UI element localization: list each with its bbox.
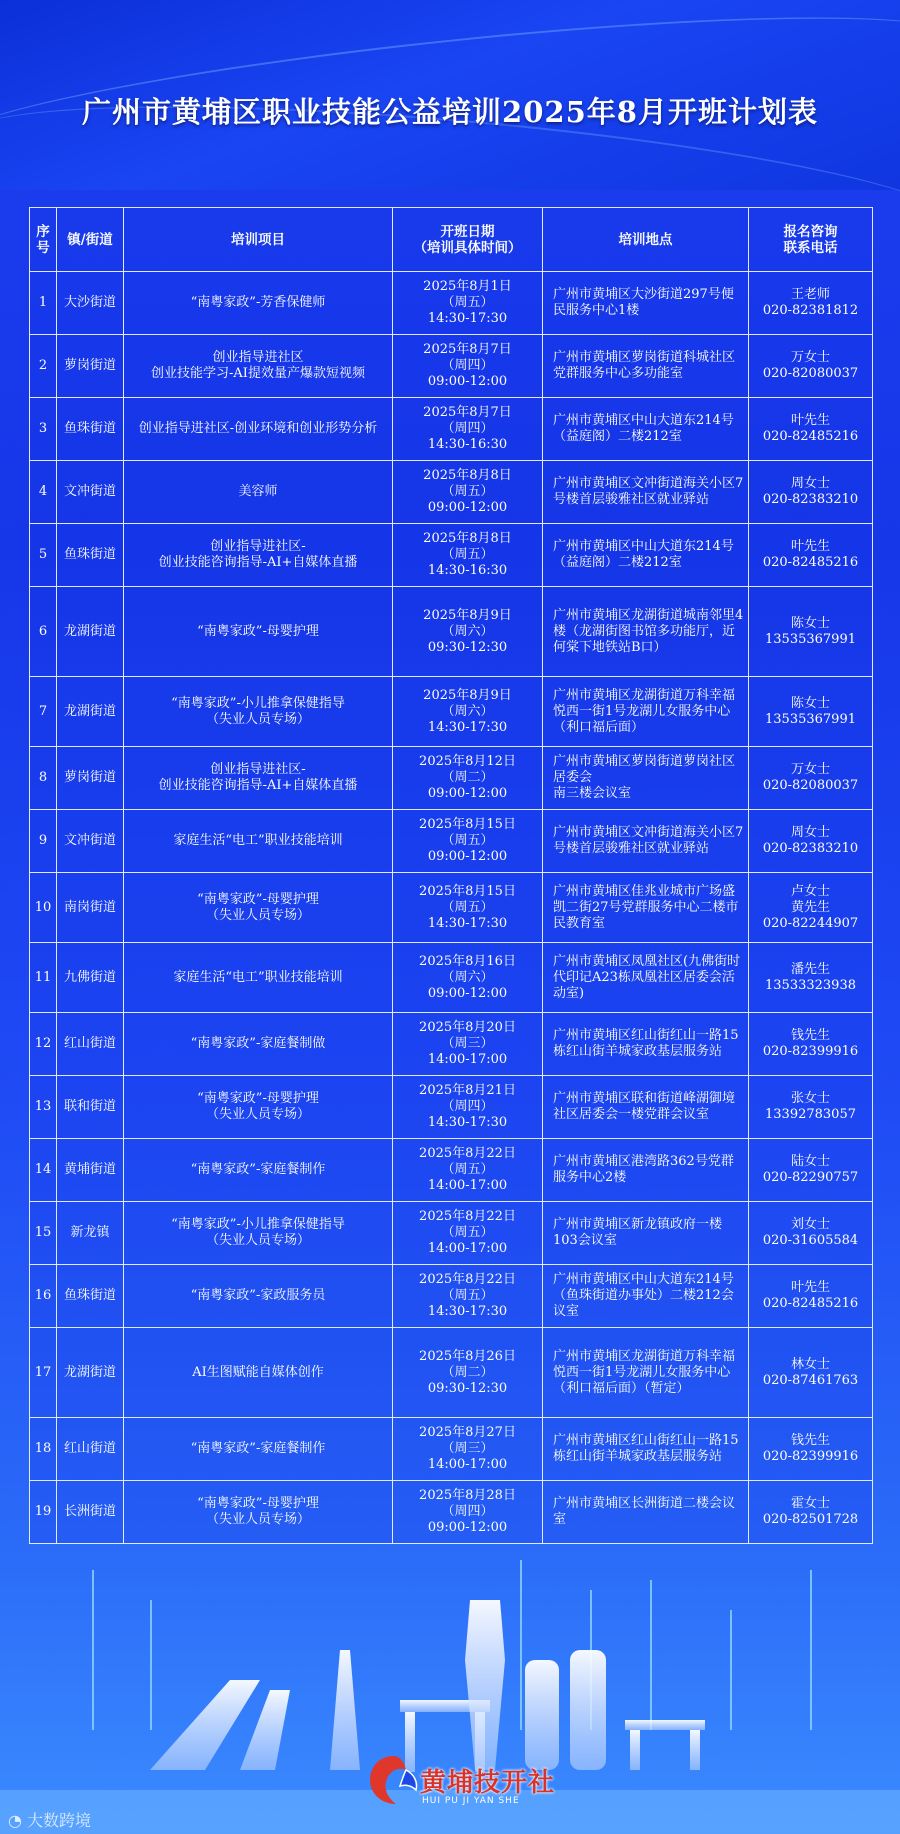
row-location: 广州市黄埔区新龙镇政府一楼103会议室	[543, 1202, 749, 1265]
row-contact: 刘女士 020-31605584	[749, 1202, 873, 1265]
row-location: 广州市黄埔区联和街道峰湖御境社区居委会一楼党群会议室	[543, 1076, 749, 1139]
row-project: “南粤家政”-母婴护理	[124, 587, 393, 677]
logo-text: 黄埔技开社	[420, 1768, 556, 1798]
watermark	[8, 1808, 91, 1831]
row-street: 龙湖街道	[57, 1328, 124, 1418]
table-row	[30, 524, 873, 587]
row-number: 14	[30, 1139, 57, 1202]
row-project: 创业指导进社区 创业技能学习-AI提效量产爆款短视频	[124, 335, 393, 398]
table-row	[30, 272, 873, 335]
row-street: 新龙镇	[57, 1202, 124, 1265]
row-location: 广州市黄埔区凤凰社区(九佛街时代印记A23栋凤凰社区居委会活动室)	[543, 943, 749, 1013]
row-contact: 叶先生 020-82485216	[749, 524, 873, 587]
table-row	[30, 747, 873, 810]
row-contact: 万女士 020-82080037	[749, 335, 873, 398]
row-street: 长洲街道	[57, 1481, 124, 1544]
row-project: AI生图赋能自媒体创作	[124, 1328, 393, 1418]
row-location: 广州市黄埔区大沙街道297号便民服务中心1楼	[543, 272, 749, 335]
row-location: 广州市黄埔区文冲街道海关小区7号楼首层骏雅社区就业驿站	[543, 810, 749, 873]
row-contact: 叶先生 020-82485216	[749, 1265, 873, 1328]
row-street: 联和街道	[57, 1076, 124, 1139]
row-number: 5	[30, 524, 57, 587]
monument-icon	[150, 1600, 705, 1772]
table-row	[30, 587, 873, 677]
row-date: 2025年8月8日 （周五） 09:00-12:00	[393, 461, 543, 524]
row-contact: 霍女士 020-82501728	[749, 1481, 873, 1544]
row-number: 9	[30, 810, 57, 873]
row-street: 龙湖街道	[57, 677, 124, 747]
logo-subtitle: HUI PU JI YAN SHE	[422, 1796, 520, 1806]
page-title: 广州市黄埔区职业技能公益培训2025年8月开班计划表	[82, 95, 818, 129]
watermark-icon: ◔	[8, 1811, 28, 1830]
row-street: 九佛街道	[57, 943, 124, 1013]
row-date: 2025年8月7日 （周四） 09:00-12:00	[393, 335, 543, 398]
row-project: 美容师	[124, 461, 393, 524]
row-contact: 周女士 020-82383210	[749, 810, 873, 873]
row-location: 广州市黄埔区萝岗街道萝岗社区居委会 南三楼会议室	[543, 747, 749, 810]
table-row	[30, 1418, 873, 1481]
row-street: 红山街道	[57, 1418, 124, 1481]
row-street: 红山街道	[57, 1013, 124, 1076]
row-project: “南粤家政”-小儿推拿保健指导 （失业人员专场）	[124, 677, 393, 747]
row-project: 创业指导进社区-创业环境和创业形势分析	[124, 398, 393, 461]
row-date: 2025年8月22日 （周五） 14:00-17:00	[393, 1202, 543, 1265]
table-row	[30, 461, 873, 524]
table-row	[30, 335, 873, 398]
row-contact: 陈女士 13535367991	[749, 677, 873, 747]
training-schedule-table	[29, 207, 873, 1544]
row-location: 广州市黄埔区长洲街道二楼会议室	[543, 1481, 749, 1544]
row-street: 南岗街道	[57, 873, 124, 943]
row-number: 18	[30, 1418, 57, 1481]
table-row	[30, 810, 873, 873]
table-row	[30, 1013, 873, 1076]
row-project: “南粤家政”-家庭餐制做	[124, 1013, 393, 1076]
row-date: 2025年8月22日 （周五） 14:30-17:30	[393, 1265, 543, 1328]
row-location: 广州市黄埔区中山大道东214号（鱼珠街道办事处）二楼212会议室	[543, 1265, 749, 1328]
row-contact: 周女士 020-82383210	[749, 461, 873, 524]
row-contact: 陈女士 13535367991	[749, 587, 873, 677]
table-body	[30, 272, 873, 1544]
row-date: 2025年8月26日 （周二） 09:30-12:30	[393, 1328, 543, 1418]
row-contact: 钱先生 020-82399916	[749, 1418, 873, 1481]
row-street: 萝岗街道	[57, 747, 124, 810]
header-no: 序 号	[30, 208, 57, 272]
row-contact: 潘先生 13533323938	[749, 943, 873, 1013]
row-date: 2025年8月15日 （周五） 09:00-12:00	[393, 810, 543, 873]
row-date: 2025年8月27日 （周三） 14:00-17:00	[393, 1418, 543, 1481]
row-street: 鱼珠街道	[57, 398, 124, 461]
row-date: 2025年8月20日 （周三） 14:00-17:00	[393, 1013, 543, 1076]
watermark-text: 大数跨境	[27, 1811, 92, 1830]
table-row	[30, 1202, 873, 1265]
row-project: 创业指导进社区- 创业技能咨询指导-AI+自媒体直播	[124, 524, 393, 587]
table-row	[30, 677, 873, 747]
row-number: 10	[30, 873, 57, 943]
row-date: 2025年8月16日 （周六） 09:00-12:00	[393, 943, 543, 1013]
row-project: “南粤家政”-母婴护理 （失业人员专场）	[124, 1076, 393, 1139]
row-project: “南粤家政”-芳香保健师	[124, 272, 393, 335]
table-row	[30, 1265, 873, 1328]
row-number: 4	[30, 461, 57, 524]
table-row	[30, 873, 873, 943]
row-date: 2025年8月9日 （周六） 09:30-12:30	[393, 587, 543, 677]
row-street: 文冲街道	[57, 461, 124, 524]
row-contact: 叶先生 020-82485216	[749, 398, 873, 461]
row-project: 创业指导进社区- 创业技能咨询指导-AI+自媒体直播	[124, 747, 393, 810]
row-project: 家庭生活“电工”职业技能培训	[124, 943, 393, 1013]
row-project: “南粤家政”-家庭餐制作	[124, 1139, 393, 1202]
row-contact: 万女士 020-82080037	[749, 747, 873, 810]
header-project: 培训项目	[124, 208, 393, 272]
table-row	[30, 1481, 873, 1544]
row-number: 16	[30, 1265, 57, 1328]
row-street: 萝岗街道	[57, 335, 124, 398]
header-location: 培训地点	[543, 208, 749, 272]
row-location: 广州市黄埔区龙湖街道万科幸福悦西一街1号龙湖儿女服务中心（利口福后面）（暂定）	[543, 1328, 749, 1418]
row-date: 2025年8月15日 （周五） 14:30-17:30	[393, 873, 543, 943]
row-number: 1	[30, 272, 57, 335]
row-location: 广州市黄埔区红山街红山一路15栋红山街羊城家政基层服务站	[543, 1013, 749, 1076]
row-number: 8	[30, 747, 57, 810]
header-contact: 报名咨询 联系电话	[749, 208, 873, 272]
row-date: 2025年8月9日 （周六） 14:30-17:30	[393, 677, 543, 747]
table-row	[30, 1076, 873, 1139]
row-street: 鱼珠街道	[57, 1265, 124, 1328]
row-project: “南粤家政”-家庭餐制作	[124, 1418, 393, 1481]
table-row	[30, 943, 873, 1013]
table-header-row	[30, 208, 873, 272]
row-contact: 王老师 020-82381812	[749, 272, 873, 335]
row-contact: 钱先生 020-82399916	[749, 1013, 873, 1076]
row-location: 广州市黄埔区文冲街道海关小区7号楼首层骏雅社区就业驿站	[543, 461, 749, 524]
row-location: 广州市黄埔区萝岗街道科城社区党群服务中心多功能室	[543, 335, 749, 398]
header-street: 镇/街道	[57, 208, 124, 272]
row-project: “南粤家政”-小儿推拿保健指导 （失业人员专场）	[124, 1202, 393, 1265]
row-location: 广州市黄埔区港湾路362号党群服务中心2楼	[543, 1139, 749, 1202]
logo-mark-icon	[366, 1752, 422, 1808]
row-number: 12	[30, 1013, 57, 1076]
row-number: 13	[30, 1076, 57, 1139]
row-contact: 陆女士 020-82290757	[749, 1139, 873, 1202]
row-project: “南粤家政”-家政服务员	[124, 1265, 393, 1328]
row-number: 11	[30, 943, 57, 1013]
row-street: 黄埔街道	[57, 1139, 124, 1202]
row-project: “南粤家政”-母婴护理 （失业人员专场）	[124, 873, 393, 943]
row-location: 广州市黄埔区红山街红山一路15栋红山街羊城家政基层服务站	[543, 1418, 749, 1481]
row-date: 2025年8月22日 （周五） 14:00-17:00	[393, 1139, 543, 1202]
row-contact: 卢女士 黄先生 020-82244907	[749, 873, 873, 943]
row-number: 15	[30, 1202, 57, 1265]
row-date: 2025年8月8日 （周五） 14:30-16:30	[393, 524, 543, 587]
row-number: 7	[30, 677, 57, 747]
row-contact: 张女士 13392783057	[749, 1076, 873, 1139]
row-number: 6	[30, 587, 57, 677]
row-date: 2025年8月7日 （周四） 14:30-16:30	[393, 398, 543, 461]
row-location: 广州市黄埔区佳兆业城市广场盛凯二街27号党群服务中心二楼市民教育室	[543, 873, 749, 943]
row-project: 家庭生活“电工”职业技能培训	[124, 810, 393, 873]
row-street: 龙湖街道	[57, 587, 124, 677]
row-number: 17	[30, 1328, 57, 1418]
row-street: 鱼珠街道	[57, 524, 124, 587]
header-date: 开班日期 （培训具体时间）	[393, 208, 543, 272]
row-location: 广州市黄埔区龙湖街道城南邻里4楼（龙湖街图书馆多功能厅，近何棠下地铁站B口）	[543, 587, 749, 677]
row-street: 文冲街道	[57, 810, 124, 873]
row-date: 2025年8月21日 （周四） 14:30-17:30	[393, 1076, 543, 1139]
table-row	[30, 398, 873, 461]
row-location: 广州市黄埔区中山大道东214号（益庭阁）二楼212室	[543, 398, 749, 461]
row-number: 3	[30, 398, 57, 461]
row-location: 广州市黄埔区龙湖街道万科幸福悦西一街1号龙湖儿女服务中心（利口福后面）	[543, 677, 749, 747]
row-location: 广州市黄埔区中山大道东214号（益庭阁）二楼212室	[543, 524, 749, 587]
row-street: 大沙街道	[57, 272, 124, 335]
row-date: 2025年8月1日 （周五） 14:30-17:30	[393, 272, 543, 335]
row-number: 19	[30, 1481, 57, 1544]
table-row	[30, 1139, 873, 1202]
row-contact: 林女士 020-87461763	[749, 1328, 873, 1418]
row-project: “南粤家政”-母婴护理 （失业人员专场）	[124, 1481, 393, 1544]
row-date: 2025年8月28日 （周四） 09:00-12:00	[393, 1481, 543, 1544]
row-number: 2	[30, 335, 57, 398]
row-date: 2025年8月12日 （周二） 09:00-12:00	[393, 747, 543, 810]
table-row	[30, 1328, 873, 1418]
